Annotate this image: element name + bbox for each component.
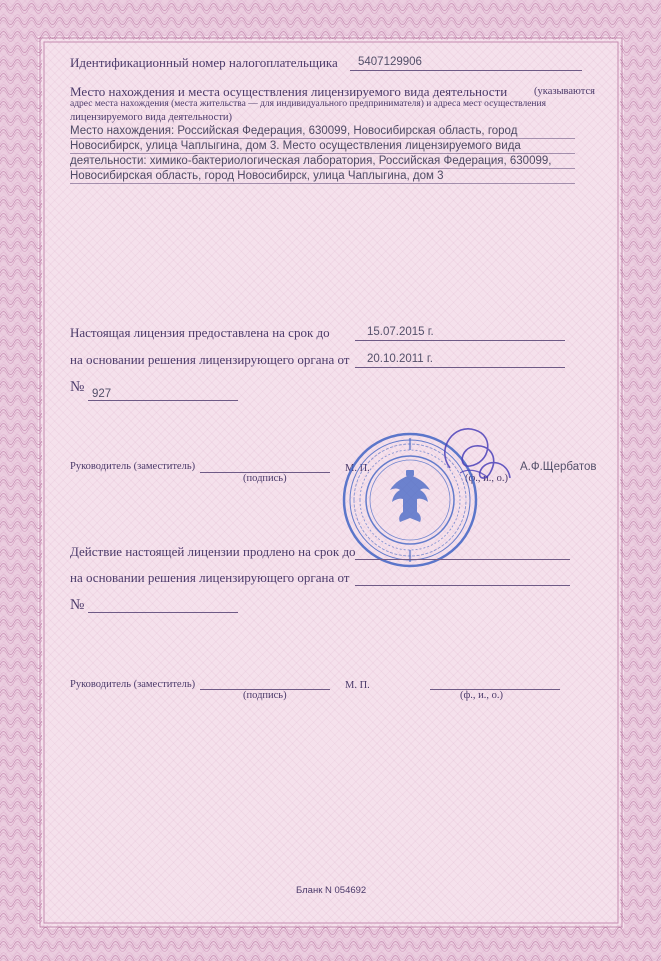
extension-underline — [355, 559, 570, 560]
head-label-1: Руководитель (заместитель) — [70, 461, 196, 472]
addr-line-2 — [70, 153, 575, 154]
inn-value: 5407129906 — [358, 56, 422, 68]
fio-label-2: (ф., и., о.) — [460, 690, 504, 701]
addr-line-3 — [70, 168, 575, 169]
extension-number-underline — [88, 612, 238, 613]
term-label: Настоящая лицензия предоставлена на срок до — [70, 325, 330, 340]
mp-label-1: М. П. — [345, 463, 370, 474]
signer-name: А.Ф.Щербатов — [520, 461, 597, 473]
handwritten-signature — [430, 418, 520, 498]
term-value: 15.07.2015 г. — [367, 326, 434, 338]
mp-label-2: М. П. — [345, 680, 370, 691]
fio-label-1: (ф., и., о.) — [465, 473, 509, 484]
location-note-2: адрес места нахождения (места жительства — для индивидуального предпринимателя) и адреса мест осуществления — [70, 99, 546, 109]
number-underline — [88, 400, 238, 401]
extension-decision-underline — [355, 585, 570, 586]
location-heading: Место нахождения и места осуществления лицензируемого вида деятельности — [70, 84, 508, 99]
number-label: № — [70, 379, 85, 395]
location-note-3: лицензируемого вида деятельности) — [70, 112, 233, 123]
head-label-2: Руководитель (заместитель) — [70, 679, 196, 690]
number-value: 927 — [92, 388, 112, 400]
sign-label-2: (подпись) — [243, 690, 287, 701]
location-text: Место нахождения: Российская Федерация, 630099, Новосибирская область, город Новосибирск, улица Чаплыгина, дом 3. Место осуществления лицензируемого вида деятельности: химико-бактериологическая лаборатория, Российская Федерация, 630099, Новосибирская область, город Новосибирск, улица Чаплыгина, дом 3 — [70, 125, 552, 182]
extension-decision-label: на основании решения лицензирующего органа от — [70, 570, 350, 585]
addr-line-1 — [70, 138, 575, 139]
term-underline — [355, 340, 565, 341]
decision-underline — [355, 367, 565, 368]
sign-label-1: (подпись) — [243, 473, 287, 484]
location-note-1: (указываются — [534, 86, 595, 97]
addr-line-4 — [70, 183, 575, 184]
decision-value: 20.10.2011 г. — [367, 353, 433, 365]
decision-label: на основании решения лицензирующего органа от — [70, 352, 350, 367]
inn-label: Идентификационный номер налогоплательщика — [70, 55, 338, 70]
extension-number-label: № — [70, 597, 85, 613]
blank-number: Бланк N 054692 — [296, 885, 367, 896]
inn-underline — [350, 70, 582, 71]
extension-label: Действие настоящей лицензии продлено на срок до — [70, 544, 356, 559]
